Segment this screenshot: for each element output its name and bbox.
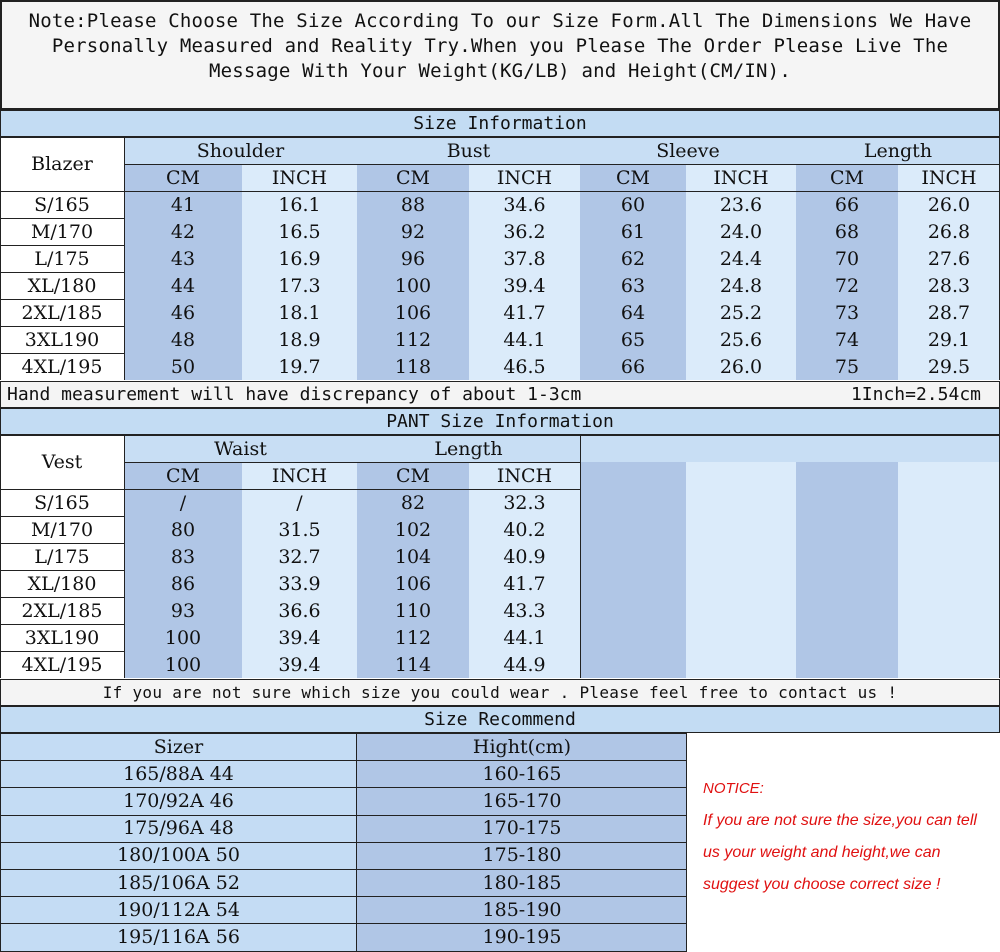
empty-cell (898, 651, 1000, 678)
grid-line (0, 896, 687, 897)
size-label: M/170 (0, 516, 124, 543)
empty-header (580, 435, 796, 462)
measure-cell: 73 (796, 299, 898, 326)
grid-line (0, 787, 687, 788)
grid-line (0, 137, 1000, 138)
size-label: S/165 (0, 489, 124, 516)
size-label: 3XL190 (0, 624, 124, 651)
empty-cell (686, 462, 796, 489)
measure-cell: 29.5 (898, 353, 1000, 380)
measure-cell: 100 (124, 624, 242, 651)
measure-cell: 41.7 (469, 299, 580, 326)
measure-cell: 39.4 (242, 624, 357, 651)
empty-cell (580, 516, 686, 543)
measure-cell: 19.7 (242, 353, 357, 380)
measure-cell: 104 (357, 543, 469, 570)
recommend-table-title: Size Recommend (0, 706, 1000, 733)
grid-line (0, 191, 1000, 192)
unit-header: CM (357, 164, 469, 191)
unit-header: INCH (469, 164, 580, 191)
grid-line (0, 733, 687, 734)
grid-line (0, 570, 124, 571)
grid-line (0, 353, 124, 354)
unit-header: INCH (242, 164, 357, 191)
measure-cell: 102 (357, 516, 469, 543)
measure-cell: 25.2 (686, 299, 796, 326)
measure-cell: 28.7 (898, 299, 1000, 326)
sizer-cell: 165/88A 44 (0, 760, 357, 787)
measure-cell: 36.6 (242, 597, 357, 624)
contact-note: If you are not sure which size you could wear . Please feel free to contact us ! (0, 679, 1000, 706)
grid-line (124, 164, 1000, 165)
grid-line (356, 733, 357, 951)
table-label: Blazer (0, 137, 124, 191)
empty-cell (686, 597, 796, 624)
measure-cell: 100 (124, 651, 242, 678)
grid-line (686, 733, 687, 951)
sizer-cell: 185/106A 52 (0, 869, 357, 896)
sizer-cell: 170/92A 46 (0, 787, 357, 814)
grid-line (0, 272, 124, 273)
hight-cell: 185-190 (357, 896, 687, 923)
notice-title: NOTICE: (703, 780, 764, 797)
hight-cell: 190-195 (357, 923, 687, 950)
grid-line (580, 435, 581, 678)
measurement-discrepancy-note: Hand measurement will have discrepancy of about 1-3cm (7, 384, 582, 405)
measure-cell: 27.6 (898, 245, 1000, 272)
measure-cell: 61 (580, 218, 686, 245)
empty-cell (796, 570, 898, 597)
empty-cell (796, 516, 898, 543)
unit-header: INCH (898, 164, 1000, 191)
size-label: 3XL190 (0, 326, 124, 353)
measure-cell: 46 (124, 299, 242, 326)
size-label: 4XL/195 (0, 651, 124, 678)
grid-line (0, 489, 581, 490)
grid-line (0, 245, 124, 246)
measure-cell: 83 (124, 543, 242, 570)
measure-cell: 26.0 (898, 191, 1000, 218)
measure-cell: 44.1 (469, 624, 580, 651)
measure-cell: 16.1 (242, 191, 357, 218)
notice-box (687, 733, 1000, 951)
grid-line (0, 326, 124, 327)
measure-cell: 16.5 (242, 218, 357, 245)
notice-line: us your weight and height,we can (703, 844, 941, 861)
size-label: 2XL/185 (0, 597, 124, 624)
unit-header: CM (796, 164, 898, 191)
empty-cell (686, 624, 796, 651)
grid-line (0, 651, 124, 652)
grid-line (0, 218, 124, 219)
empty-cell (898, 624, 1000, 651)
sizer-cell: 175/96A 48 (0, 815, 357, 842)
measure-cell: 62 (580, 245, 686, 272)
measure-cell: 68 (796, 218, 898, 245)
grid-line (124, 137, 125, 380)
pant-table-title: PANT Size Information (0, 408, 1000, 435)
blazer-footer (0, 381, 1000, 408)
measure-cell: 40.2 (469, 516, 580, 543)
empty-cell (898, 543, 1000, 570)
empty-cell (580, 489, 686, 516)
measure-cell: 26.0 (686, 353, 796, 380)
empty-cell (580, 624, 686, 651)
size-note: Note:Please Choose The Size According To our Size Form.All The Dimensions We Have Personally Measured and Reality Try.When you Please The Order Please Live The Message With Your Weight(KG/LB) and Height(CM/IN). (0, 0, 1000, 110)
blazer-table-title: Size Information (0, 110, 1000, 137)
empty-cell (898, 597, 1000, 624)
measure-cell: 24.0 (686, 218, 796, 245)
hight-cell: 175-180 (357, 842, 687, 869)
measure-cell: / (124, 489, 242, 516)
unit-header: INCH (242, 462, 357, 489)
empty-cell (686, 489, 796, 516)
measure-cell: 43 (124, 245, 242, 272)
unit-header: CM (124, 462, 242, 489)
measure-cell: 41.7 (469, 570, 580, 597)
grid-line (0, 624, 124, 625)
measure-cell: 60 (580, 191, 686, 218)
grid-line (0, 543, 124, 544)
measure-cell: / (242, 489, 357, 516)
hight-cell: 165-170 (357, 787, 687, 814)
inch-conversion-note: 1Inch=2.54cm (850, 384, 981, 405)
measure-cell: 64 (580, 299, 686, 326)
empty-cell (898, 516, 1000, 543)
grid-line (0, 733, 1, 951)
measure-cell: 110 (357, 597, 469, 624)
measure-cell: 86 (124, 570, 242, 597)
group-header: Shoulder (124, 137, 357, 164)
measure-cell: 17.3 (242, 272, 357, 299)
empty-cell (898, 570, 1000, 597)
size-label: S/165 (0, 191, 124, 218)
measure-cell: 24.8 (686, 272, 796, 299)
empty-cell (898, 462, 1000, 489)
measure-cell: 100 (357, 272, 469, 299)
measure-cell: 32.7 (242, 543, 357, 570)
measure-cell: 37.8 (469, 245, 580, 272)
measure-cell: 24.4 (686, 245, 796, 272)
empty-cell (580, 543, 686, 570)
unit-header: INCH (469, 462, 580, 489)
measure-cell: 50 (124, 353, 242, 380)
empty-cell (796, 651, 898, 678)
measure-cell: 29.1 (898, 326, 1000, 353)
measure-cell: 112 (357, 624, 469, 651)
measure-cell: 72 (796, 272, 898, 299)
measure-cell: 18.9 (242, 326, 357, 353)
hight-cell: 160-165 (357, 760, 687, 787)
empty-cell (580, 570, 686, 597)
measure-cell: 75 (796, 353, 898, 380)
empty-cell (796, 624, 898, 651)
measure-cell: 65 (580, 326, 686, 353)
grid-line (124, 435, 125, 678)
grid-line (0, 869, 687, 870)
measure-cell: 33.9 (242, 570, 357, 597)
measure-cell: 112 (357, 326, 469, 353)
measure-cell: 44.1 (469, 326, 580, 353)
empty-cell (580, 597, 686, 624)
size-label: 2XL/185 (0, 299, 124, 326)
measure-cell: 114 (357, 651, 469, 678)
measure-cell: 34.6 (469, 191, 580, 218)
measure-cell: 31.5 (242, 516, 357, 543)
sizer-header: Sizer (0, 733, 357, 760)
measure-cell: 18.1 (242, 299, 357, 326)
grid-line (0, 597, 124, 598)
empty-cell (898, 489, 1000, 516)
empty-cell (580, 651, 686, 678)
measure-cell: 40.9 (469, 543, 580, 570)
group-header: Length (357, 435, 580, 462)
sizer-cell: 180/100A 50 (0, 842, 357, 869)
measure-cell: 25.6 (686, 326, 796, 353)
group-header: Waist (124, 435, 357, 462)
measure-cell: 96 (357, 245, 469, 272)
grid-line (0, 842, 687, 843)
unit-header: INCH (686, 164, 796, 191)
unit-header: CM (580, 164, 686, 191)
measure-cell: 36.2 (469, 218, 580, 245)
measure-cell: 66 (796, 191, 898, 218)
grid-line (124, 462, 581, 463)
notice-line: suggest you choose correct size ! (703, 876, 941, 893)
empty-cell (686, 651, 796, 678)
measure-cell: 46.5 (469, 353, 580, 380)
table-label: Vest (0, 435, 124, 489)
size-label: XL/180 (0, 570, 124, 597)
empty-cell (686, 516, 796, 543)
measure-cell: 44.9 (469, 651, 580, 678)
measure-cell: 92 (357, 218, 469, 245)
size-label: L/175 (0, 245, 124, 272)
grid-line (0, 923, 687, 924)
measure-cell: 66 (580, 353, 686, 380)
size-label: XL/180 (0, 272, 124, 299)
measure-cell: 26.8 (898, 218, 1000, 245)
grid-line (0, 760, 687, 761)
measure-cell: 106 (357, 299, 469, 326)
measure-cell: 41 (124, 191, 242, 218)
empty-cell (686, 570, 796, 597)
grid-line (0, 299, 124, 300)
measure-cell: 16.9 (242, 245, 357, 272)
measure-cell: 43.3 (469, 597, 580, 624)
grid-line (0, 516, 124, 517)
hight-header: Hight(cm) (357, 733, 687, 760)
empty-cell (580, 462, 686, 489)
grid-line (0, 435, 1000, 436)
measure-cell: 23.6 (686, 191, 796, 218)
measure-cell: 118 (357, 353, 469, 380)
measure-cell: 70 (796, 245, 898, 272)
measure-cell: 42 (124, 218, 242, 245)
measure-cell: 106 (357, 570, 469, 597)
hight-cell: 170-175 (357, 815, 687, 842)
hight-cell: 180-185 (357, 869, 687, 896)
group-header: Length (796, 137, 1000, 164)
empty-cell (796, 489, 898, 516)
empty-cell (796, 543, 898, 570)
empty-cell (686, 543, 796, 570)
measure-cell: 82 (357, 489, 469, 516)
measure-cell: 28.3 (898, 272, 1000, 299)
notice-line: If you are not sure the size,you can tell (703, 812, 977, 829)
empty-cell (796, 597, 898, 624)
measure-cell: 32.3 (469, 489, 580, 516)
size-label: 4XL/195 (0, 353, 124, 380)
sizer-cell: 190/112A 54 (0, 896, 357, 923)
size-label: L/175 (0, 543, 124, 570)
measure-cell: 39.4 (469, 272, 580, 299)
measure-cell: 74 (796, 326, 898, 353)
size-label: M/170 (0, 218, 124, 245)
group-header: Sleeve (580, 137, 796, 164)
measure-cell: 48 (124, 326, 242, 353)
group-header: Bust (357, 137, 580, 164)
sizer-cell: 195/116A 56 (0, 923, 357, 950)
empty-cell (796, 462, 898, 489)
measure-cell: 44 (124, 272, 242, 299)
measure-cell: 63 (580, 272, 686, 299)
unit-header: CM (124, 164, 242, 191)
measure-cell: 88 (357, 191, 469, 218)
measure-cell: 80 (124, 516, 242, 543)
grid-line (0, 815, 687, 816)
empty-header (796, 435, 1000, 462)
grid-line (0, 435, 1, 678)
grid-line (0, 137, 1, 380)
measure-cell: 39.4 (242, 651, 357, 678)
unit-header: CM (357, 462, 469, 489)
measure-cell: 93 (124, 597, 242, 624)
